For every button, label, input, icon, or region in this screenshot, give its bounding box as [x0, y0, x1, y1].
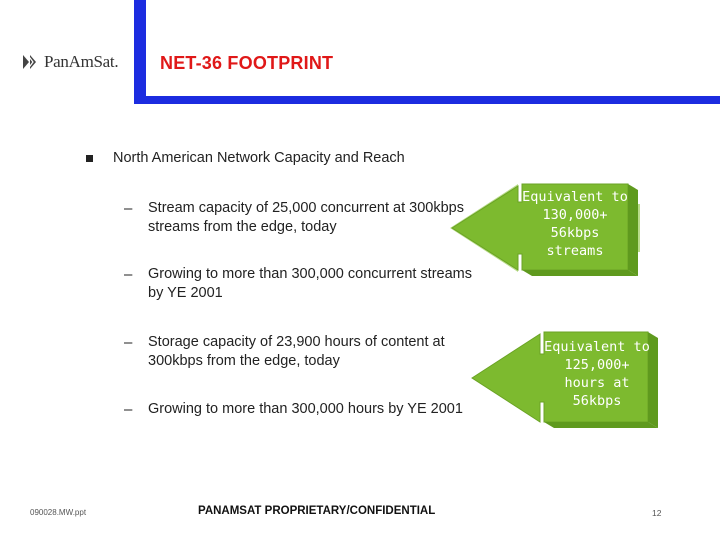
logo-text: PanAmSat. [44, 52, 119, 71]
bullet-square [86, 155, 93, 162]
page-title: NET-36 FOOTPRINT [160, 53, 334, 73]
sub-bullet-text: Growing to more than 300,000 hours by YE 2001 [148, 401, 463, 417]
footer-confidential: PANAMSAT PROPRIETARY/CONFIDENTIAL [198, 505, 436, 517]
footer-filename: 090028.MW.ppt [30, 508, 87, 517]
callout-text: Equivalent to 125,000+ hours at 56kbps [544, 339, 650, 409]
panamsat-globe-icon [20, 52, 40, 72]
sub-bullet-text: Growing to more than 300,000 concurrent streams by YE 2001 [148, 266, 472, 301]
dash-marker: – [124, 266, 133, 283]
dash-marker: – [124, 334, 133, 351]
sub-bullet-text: Stream capacity of 25,000 concurrent at 300kbps streams from the edge, today [148, 200, 464, 235]
header-rule [146, 96, 720, 104]
logo [20, 52, 118, 72]
header-vertical-bar [134, 0, 146, 104]
main-bullet-text: North American Network Capacity and Reach [113, 150, 405, 166]
page-number: 12 [652, 508, 662, 518]
dash-marker: – [124, 200, 133, 217]
sub-bullet-text: Storage capacity of 23,900 hours of content at 300kbps from the edge, today [148, 334, 445, 369]
callout-text: Equivalent to 130,000+ 56kbps streams [522, 189, 628, 259]
dash-marker: – [124, 401, 133, 418]
